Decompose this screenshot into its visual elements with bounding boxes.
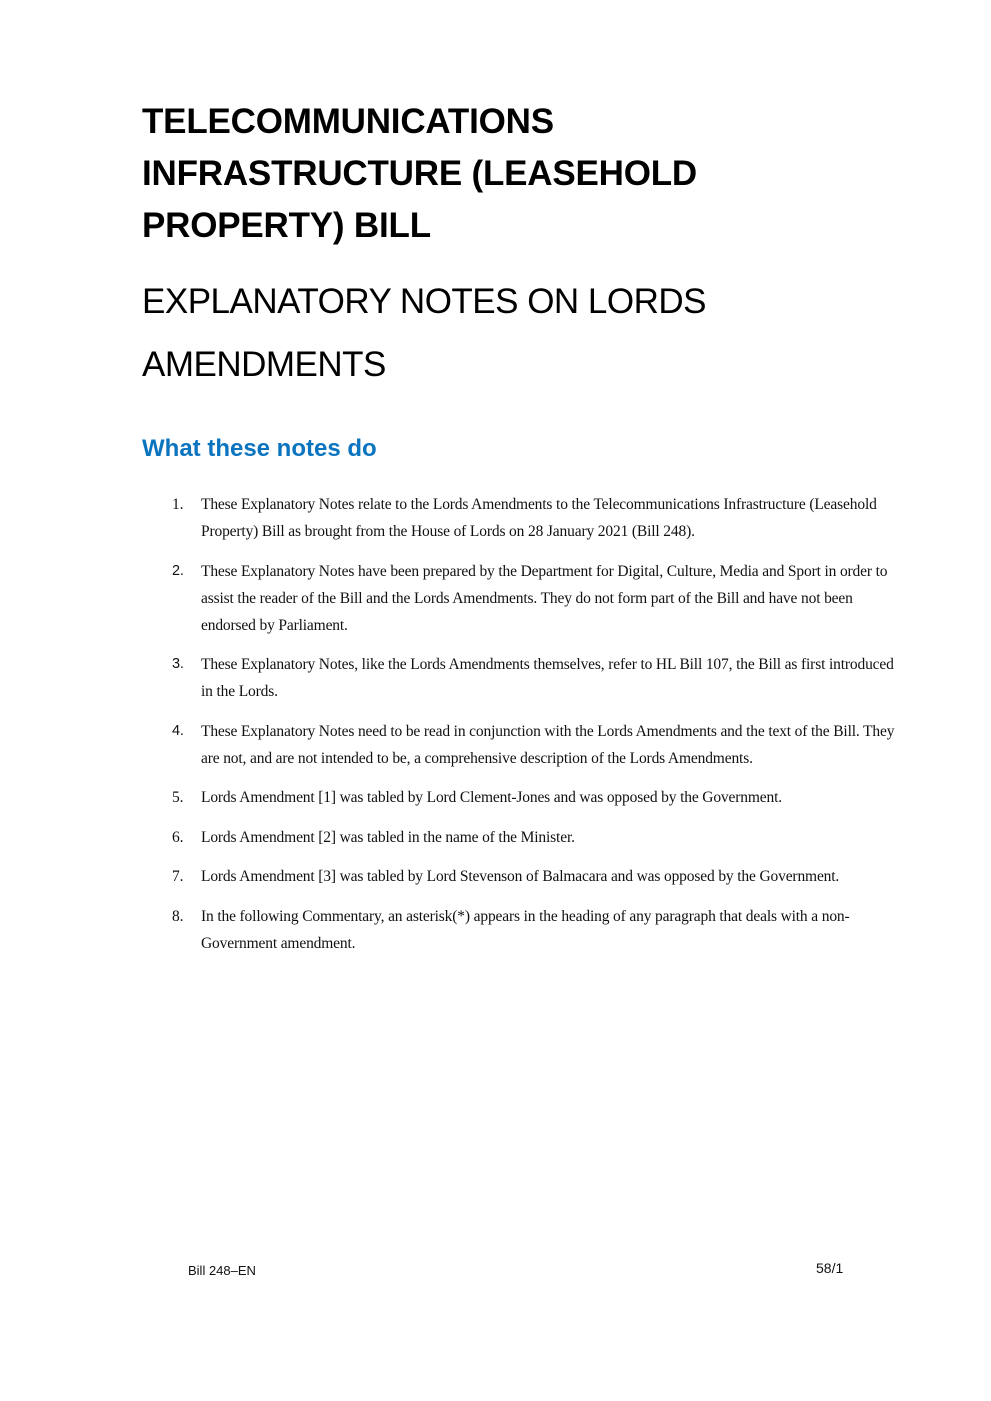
footer-bill-reference: Bill 248–EN xyxy=(188,1263,256,1278)
subtitle-line: AMENDMENTS xyxy=(142,345,386,384)
note-text: These Explanatory Notes need to be read in conjunction with the Lords Amendments and the text of the Bill. They are not, and are not intended to be, a comprehensive description of the Lords Amendments. xyxy=(201,722,895,767)
note-text: Lords Amendment [1] was tabled by Lord Clement-Jones and was opposed by the Government. xyxy=(201,789,782,806)
subtitle-line: EXPLANATORY NOTES ON LORDS xyxy=(142,282,707,321)
list-item xyxy=(170,491,905,545)
notes-list xyxy=(170,491,905,969)
note-text: Lords Amendment [2] was tabled in the name of the Minister. xyxy=(201,828,575,846)
list-item xyxy=(170,903,905,957)
footer-page-reference: 58/1 xyxy=(816,1260,844,1276)
note-number: 5. xyxy=(172,789,184,806)
document-subtitle xyxy=(142,270,842,396)
list-item xyxy=(170,863,905,890)
list-item xyxy=(170,824,905,851)
list-item xyxy=(170,558,905,639)
list-item xyxy=(170,651,905,705)
note-text: These Explanatory Notes relate to the Lords Amendments to the Telecommunications Infrastructure (Leasehold Property) Bill as brought from the House of Lords on 28 January 2021 (Bill 248). xyxy=(201,496,877,540)
bill-title-line: INFRASTRUCTURE (LEASEHOLD xyxy=(142,154,697,193)
note-text: In the following Commentary, an asterisk(*) appears in the heading of any paragraph that deals with a non-Government amendment. xyxy=(201,907,850,952)
note-text: These Explanatory Notes have been prepared by the Department for Digital, Culture, Media and Sport in order to assist the reader of the Bill and the Lords Amendments. They do not form part of the Bill and have not been endorsed by Parliament. xyxy=(201,562,888,634)
list-item xyxy=(170,718,905,772)
note-number: 7. xyxy=(172,868,184,885)
note-number: 4. xyxy=(172,722,184,739)
section-heading: What these notes do xyxy=(142,435,377,462)
note-number: 6. xyxy=(172,828,184,846)
bill-title-line: PROPERTY) BILL xyxy=(142,206,431,245)
list-item xyxy=(170,784,905,811)
note-number: 2. xyxy=(172,562,184,579)
note-text: Lords Amendment [3] was tabled by Lord Stevenson of Balmacara and was opposed by the Government. xyxy=(201,868,840,885)
note-number: 8. xyxy=(172,907,184,925)
bill-title-line: TELECOMMUNICATIONS xyxy=(142,102,554,141)
bill-title xyxy=(142,96,842,252)
note-text: These Explanatory Notes, like the Lords Amendments themselves, refer to HL Bill 107, the Bill as first introduced in the Lords. xyxy=(201,656,894,700)
note-number: 3. xyxy=(172,656,184,672)
note-number: 1. xyxy=(172,496,184,513)
